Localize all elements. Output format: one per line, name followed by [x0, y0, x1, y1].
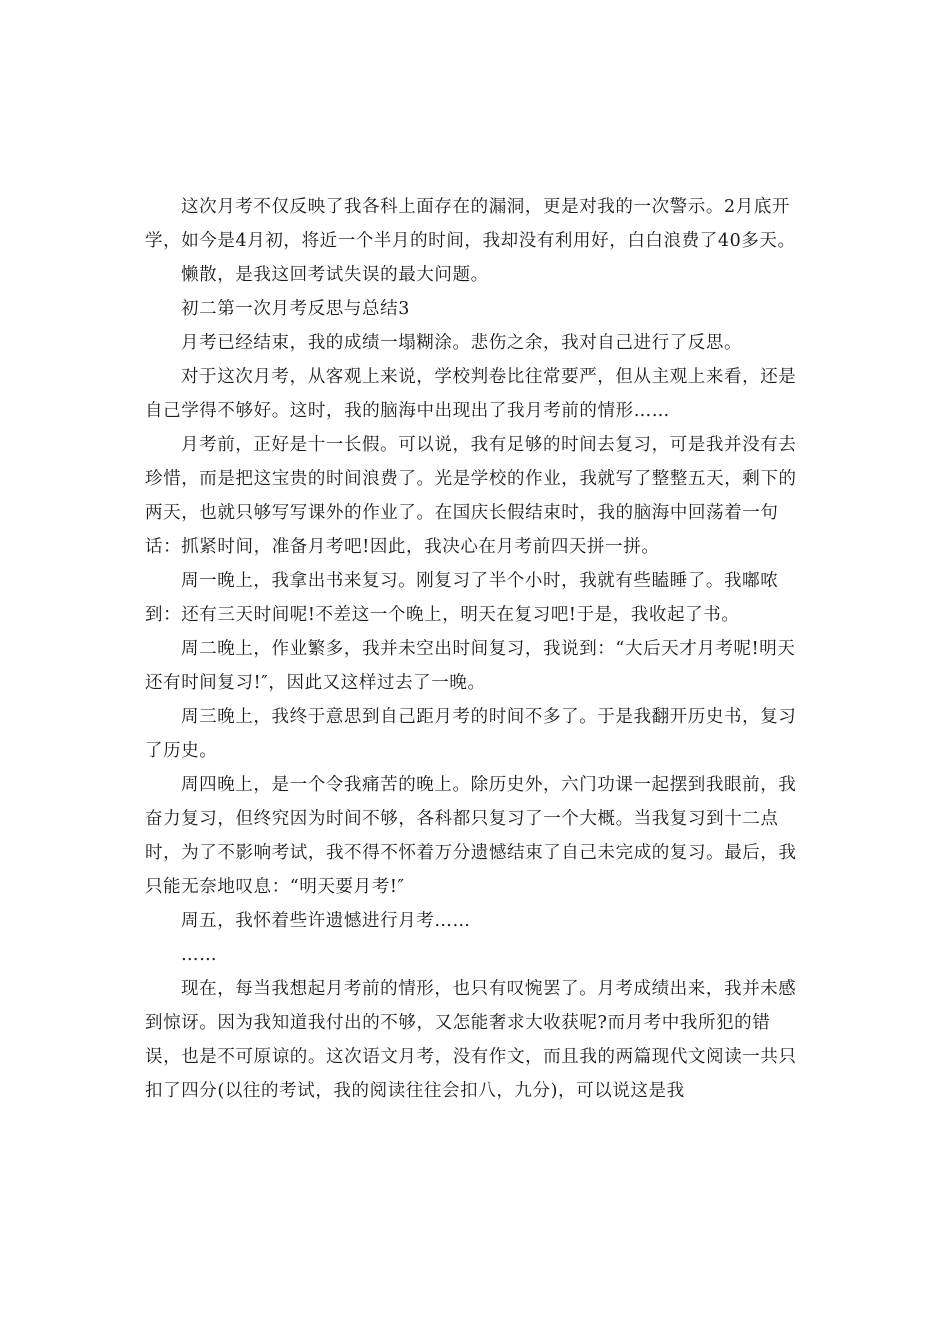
paragraph-11: 现在，每当我想起月考前的情形，也只有叹惋罢了。月考成绩出来，我并未感到惊讶。因为我知道我付出的不够，又怎能奢求大收获呢?而月考中我所犯的错误，也是不可原谅的。这次语文月考，没有作文，而且我的两篇现代文阅读一共只扣了四分(以往的考试，我的阅读往往会扣八，九分)，可以说这是我 — [145, 979, 797, 1101]
paragraph-10: 周五，我怀着些许遗憾进行月考…… — [181, 911, 471, 931]
paragraph-8: 周三晚上，我终于意思到自己距月考的时间不多了。于是我翻开历史书，复习了历史。 — [145, 707, 797, 761]
document-body — [145, 190, 805, 1108]
paragraph-6: 周一晚上，我拿出书来复习。刚复习了半个小时，我就有些瞌睡了。我嘟哝到：还有三天时间呢!不差这一个晚上，明天在复习吧!于是，我收起了书。 — [145, 571, 779, 625]
paragraph-2: 懒散，是我这回考试失误的最大问题。 — [181, 265, 489, 285]
ellipsis-line: …… — [181, 945, 218, 965]
paragraph-4: 对于这次月考，从客观上来说，学校判卷比往常要严，但从主观上来看，还是自己学得不够好。这时，我的脑海中出现出了我月考前的情形…… — [145, 367, 797, 421]
paragraph-9: 周四晚上，是一个令我痛苦的晚上。除历史外，六门功课一起摆到我眼前，我奋力复习，但终究因为时间不够，各科都只复习了一个大概。当我复习到十二点时，为了不影响考试，我不得不怀着万分遗憾结束了自己未完成的复习。最后，我只能无奈地叹息：“明天要月考!″ — [145, 775, 797, 897]
paragraph-3: 月考已经结束，我的成绩一塌糊涂。悲伤之余，我对自己进行了反思。 — [181, 333, 743, 353]
paragraph-5: 月考前，正好是十一长假。可以说，我有足够的时间去复习，可是我并没有去珍惜，而是把这宝贵的时间浪费了。光是学校的作业，我就写了整整五天，剩下的两天，也就只够写写课外的作业了。在国庆长假结束时，我的脑海中回荡着一句话：抓紧时间，准备月考吧!因此，我决心在月考前四天拼一拼。 — [145, 435, 797, 557]
paragraph-1: 这次月考不仅反映了我各科上面存在的漏洞，更是对我的一次警示。2月底开学，如今是4月初，将近一个半月的时间，我却没有利用好，白白浪费了40多天。 — [145, 197, 796, 251]
paragraph-7: 周二晚上，作业繁多，我并未空出时间复习，我说到：“大后天才月考呢!明天还有时间复习!″，因此又这样过去了一晚。 — [145, 639, 796, 693]
section-heading: 初二第一次月考反思与总结3 — [181, 299, 410, 319]
